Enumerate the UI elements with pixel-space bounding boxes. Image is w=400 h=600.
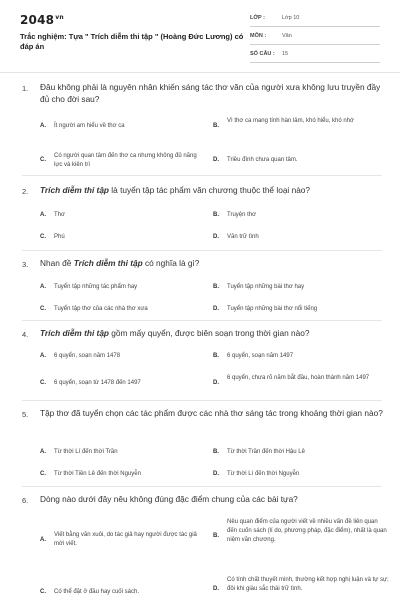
question-text-rest: là tuyển tập tác phẩm văn chương thuộc thể loại nào? bbox=[109, 185, 311, 195]
question-text bbox=[40, 185, 385, 197]
question-number: 3. bbox=[22, 260, 29, 269]
question-divider bbox=[22, 320, 382, 321]
option-letter: A. bbox=[40, 353, 46, 359]
question-text-pre: Nhan đề bbox=[40, 258, 74, 268]
question-number: 2. bbox=[22, 187, 29, 196]
question-number: 5. bbox=[22, 410, 29, 419]
meta-info bbox=[250, 12, 380, 66]
option-letter: C. bbox=[40, 380, 46, 386]
question-number: 1. bbox=[22, 84, 29, 93]
meta-label: LỚP : bbox=[250, 15, 265, 21]
option-text: Truyện thơ bbox=[227, 212, 257, 218]
option-text: Viết bằng văn xuôi, do tác giả hay người được tác giả mời viết. bbox=[54, 532, 197, 547]
meta-label: SỐ CÂU : bbox=[250, 51, 275, 57]
question-divider bbox=[22, 175, 382, 176]
option-text: 6 quyển, chưa rõ năm bắt đầu, hoàn thành năm 1497 bbox=[227, 375, 370, 381]
question-number: 6. bbox=[22, 496, 29, 505]
question-divider bbox=[22, 250, 382, 251]
book-title: Trích diễm thi tập bbox=[40, 185, 109, 195]
option-text: Từ thời Tiền Lê đến thời Nguyễn bbox=[54, 471, 141, 477]
option-text: Từ thời Trần đến thời Hậu Lê bbox=[227, 449, 305, 455]
option-letter: D. bbox=[213, 471, 219, 477]
option-letter: A. bbox=[40, 123, 46, 129]
option-text: Triều đình chưa quan tâm. bbox=[227, 157, 298, 163]
option-text: Tuyển tập những bài thơ nổi tiếng bbox=[227, 306, 318, 312]
meta-row-class bbox=[250, 12, 380, 27]
document-title: Trắc nghiệm: Tựa " Trích diễm thi tập " (Hoàng Đức Lương) có đáp án bbox=[20, 32, 244, 51]
option-letter: C. bbox=[40, 471, 46, 477]
question-text: Đâu không phải là nguyên nhân khiến sáng tác thơ văn của người xưa không lưu truyền đầy đủ cho đời sau? bbox=[40, 82, 381, 104]
option-text: Có thể đặt ở đầu hay cuối sách. bbox=[54, 589, 139, 595]
option-letter: C. bbox=[40, 157, 46, 163]
logo-text: 2048 bbox=[20, 13, 55, 27]
option-letter: B. bbox=[213, 449, 219, 455]
meta-label: MÔN : bbox=[250, 33, 267, 39]
option-text: Tuyển tập những tác phẩm hay bbox=[54, 284, 138, 290]
option-letter: D. bbox=[213, 306, 219, 312]
logo-suffix: vn bbox=[55, 14, 64, 21]
option-text: 6 quyển, soạn từ 1478 đến 1497 bbox=[54, 380, 141, 386]
header-divider bbox=[0, 72, 400, 73]
question-text: Dòng nào dưới đây nêu không đúng đặc điểm chung của các bài tựa? bbox=[40, 494, 298, 504]
meta-value: Văn bbox=[282, 33, 292, 39]
option-letter: C. bbox=[40, 589, 46, 595]
book-title: Trích diễm thi tập bbox=[73, 258, 143, 268]
option-text: 6 quyển, soạn năm 1478 bbox=[54, 353, 121, 359]
option-letter: A. bbox=[40, 449, 46, 455]
option-text: Vì thơ ca mang tính hàn lâm, khó hiểu, khó nhớ bbox=[227, 118, 354, 124]
meta-row-count bbox=[250, 48, 380, 63]
option-letter: B. bbox=[213, 284, 219, 290]
option-text: Phú bbox=[54, 234, 65, 240]
question-text: Tập thơ đã tuyển chọn các tác phẩm được các nhà thơ sáng tác trong khoảng thời gian nào? bbox=[40, 408, 383, 418]
option-text: Ít người am hiểu về thơ ca bbox=[54, 123, 125, 129]
option-letter: A. bbox=[40, 284, 46, 290]
option-letter: C. bbox=[40, 234, 46, 240]
option-letter: C. bbox=[40, 306, 46, 312]
option-letter: D. bbox=[213, 157, 219, 163]
site-logo[interactable] bbox=[20, 13, 64, 27]
option-text: Từ thời Lí đến thời Nguyễn bbox=[227, 471, 300, 477]
question-text bbox=[40, 258, 385, 270]
option-text: Thơ bbox=[54, 212, 65, 218]
option-letter: B. bbox=[213, 123, 219, 129]
meta-value: Lớp 10 bbox=[282, 15, 300, 21]
question-number: 4. bbox=[22, 330, 29, 339]
option-text: Văn trữ tình bbox=[227, 234, 259, 240]
option-text: 6 quyển, soạn năm 1497 bbox=[227, 353, 294, 359]
option-text: Tuyển tập những bài thơ hay bbox=[227, 284, 305, 290]
option-text: Tuyển tập thơ của các nhà thơ xưa bbox=[54, 306, 148, 312]
option-letter: D. bbox=[213, 586, 219, 592]
option-letter: B. bbox=[213, 212, 219, 218]
option-letter: A. bbox=[40, 212, 46, 218]
option-text: Có người quan tâm đến thơ ca nhưng không đủ năng lực và kiên trì bbox=[54, 153, 197, 168]
question-divider bbox=[22, 400, 382, 401]
option-letter: B. bbox=[213, 533, 219, 539]
option-letter: B. bbox=[213, 353, 219, 359]
option-text: Nêu quan điểm của người viết về nhiều vấn đề liên quan đến cuốn sách (lí do, phương pháp, đặc điểm), nhất là quan niệm văn chương. bbox=[227, 519, 387, 543]
question-text-rest: có nghĩa là gì? bbox=[142, 258, 200, 268]
meta-value: 15 bbox=[282, 51, 289, 57]
header bbox=[0, 0, 400, 72]
book-title: Trích diễm thi tập bbox=[40, 328, 109, 338]
question-text bbox=[40, 328, 385, 340]
meta-row-subject bbox=[250, 30, 380, 45]
question-text-rest: gồm mấy quyển, được biên soạn trong thời gian nào? bbox=[109, 328, 310, 338]
option-letter: D. bbox=[213, 380, 219, 386]
option-text: Từ thời Lí đến thời Trần bbox=[54, 449, 118, 455]
option-letter: A. bbox=[40, 537, 46, 543]
question-divider bbox=[22, 486, 382, 487]
option-text: Có tính chất thuyết minh, thường kết hợp nghị luận và tự sự; đôi khi giàu sắc thái trữ tình. bbox=[227, 577, 389, 592]
option-letter: D. bbox=[213, 234, 219, 240]
